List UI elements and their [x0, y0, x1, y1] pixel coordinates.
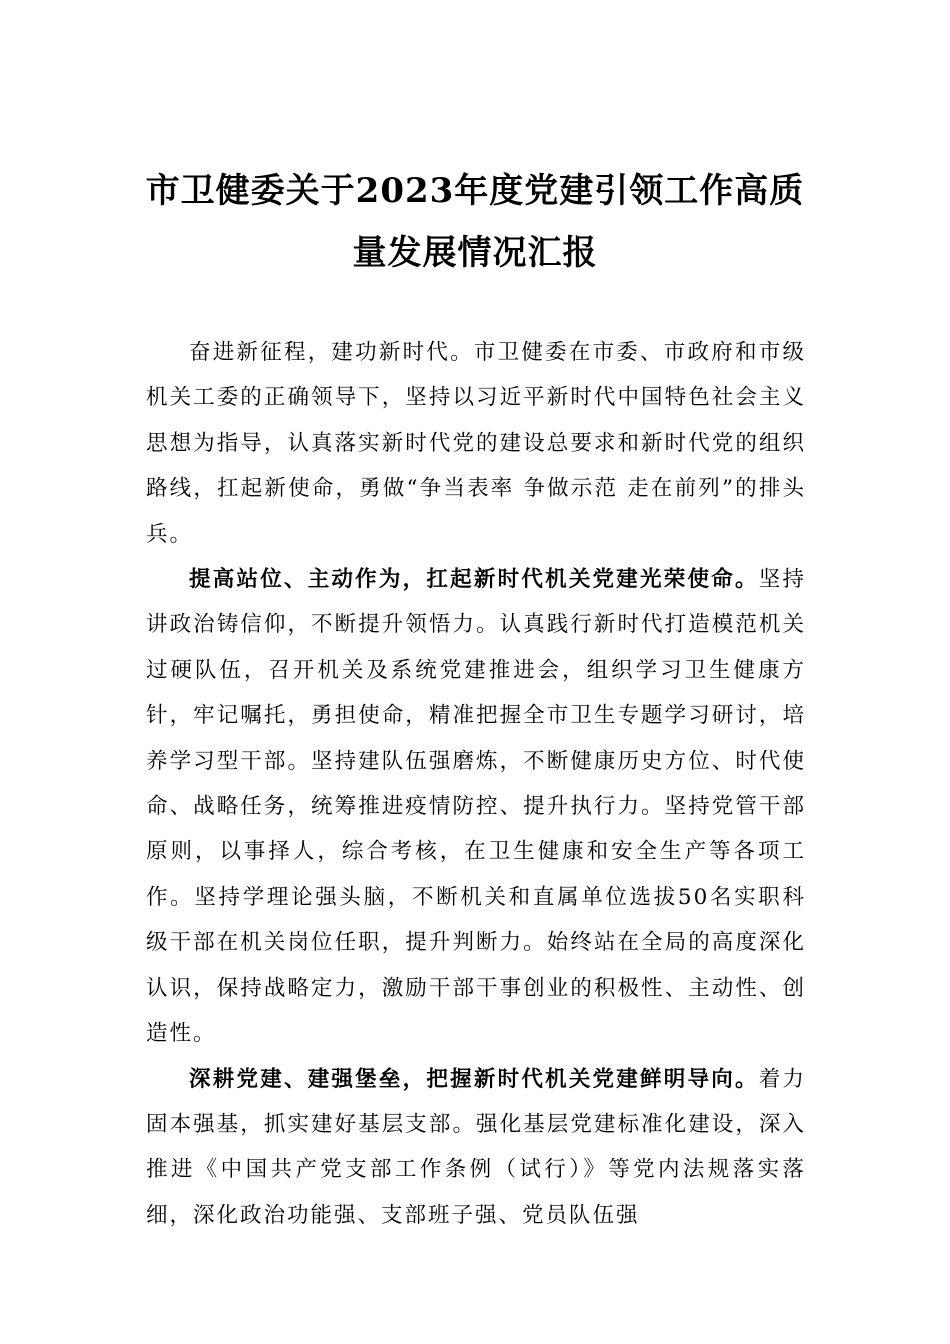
document-body: [146, 330, 806, 1238]
document-title: [120, 160, 830, 284]
paragraph-intro: [146, 330, 806, 557]
paragraph-section-2: [146, 1057, 806, 1239]
title-line-1: 市卫健委关于2023年度党建引领工作高质: [145, 171, 805, 211]
section-heading: 提高站位、主动作为，扛起新时代机关党建光荣使命。: [189, 567, 759, 593]
paragraph-text: 着力固本强基，抓实建好基层支部。强化基层党建标准化建设，深入推进《中国共产党支部工作条例（试行）》等党内法规落实落细，深化政治功能强、支部班子强、党员队伍强: [146, 1066, 806, 1228]
paragraph-text: 坚持讲政治铸信仰，不断提升领悟力。认真践行新时代打造模范机关过硬队伍，召开机关及系统党建推进会，组织学习卫生健康方针，牢记嘱托，勇担使命，精准把握全市卫生专题学习研讨，培养学习型干部。坚持建队伍强磨炼，不断健康历史方位、时代使命、战略任务，统筹推进疫情防控、提升执行力。坚持党管干部原则，以事择人，综合考核，在卫生健康和安全生产等各项工作。坚持学理论强头脑，不断机关和直属单位选拔50名实职科级干部在机关岗位任职，提升判断力。始终站在全局的高度深化认识，保持战略定力，激励干部干事创业的积极性、主动性、创造性。: [146, 567, 806, 1047]
paragraph-text: 奋进新征程，建功新时代。市卫健委在市委、市政府和市级机关工委的正确领导下，坚持以习近平新时代中国特色社会主义思想为指导，认真落实新时代党的建设总要求和新时代党的组织路线，扛起新使命，勇做“争当表率 争做示范 走在前列”的排头兵。: [146, 340, 806, 547]
section-heading: 深耕党建、建强堡垒，把握新时代机关党建鲜明导向。: [189, 1066, 759, 1092]
paragraph-section-1: [146, 557, 806, 1056]
title-line-2: 量发展情况汇报: [352, 233, 598, 273]
